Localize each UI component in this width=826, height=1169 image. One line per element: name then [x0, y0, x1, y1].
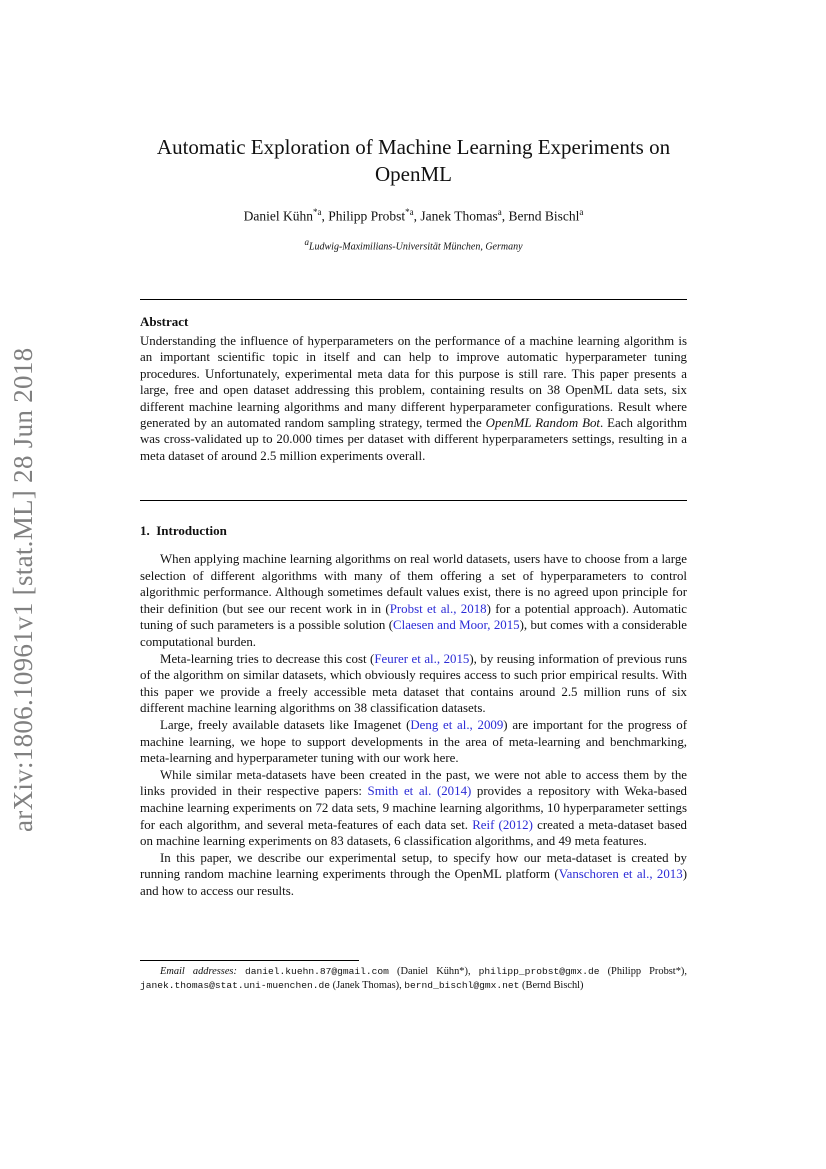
text: ), but comes with a considerable computational burden. [140, 618, 688, 649]
abstract-text: Understanding the influence of hyperparameters on the performance of a machine learning algorithm is an important scientific topic in itself and can help to improve automatic hyperparameter tuning procedures. Unfortunately, experimental meta data for this purpose is still rare. This paper presents a large, free and open dataset addressing this problem, containing results on 38 OpenML data sets, six different machine learning algorithms and many different hyperparameter configurations. Result where generated by an automated random sampling strategy, termed the [140, 334, 687, 431]
text: When applying machine learning algorithms on real world datasets, users have to choose from a large selection of different algorithms with many of them offering a set of hyperparameters to control algorithmic performance. Although sometimes default values exist, there is no agreed upon principle for their definition (but see our recent work in in ( [140, 552, 687, 616]
footnote: Email addresses: daniel.kuehn.87@gmail.com (Daniel Kühn*), philipp_probst@gmx.de (Philipp Probst*), janek.thomas@stat.uni-muenchen.de (Janek Thomas), bernd_bischl@gmx.net (Bernd Bischl) [140, 966, 687, 991]
text: provides a repository with Weka-based machine learning experiments on 72 data sets, 9 machine learning algorithms, 10 hyperparameter settings for each algorithm, and several meta-features of each data set. [140, 784, 687, 832]
email-owner: (Philipp Probst*) [607, 966, 685, 977]
author-name: Janek Thomas [420, 208, 498, 224]
text: ) for a potential approach). Automatic tuning of such parameters is a possible solution ( [140, 601, 688, 633]
email-owner: (Daniel Kühn*) [397, 966, 468, 977]
text: In this paper, we describe our experimental setup, to specify how our meta-dataset is created by running random machine learning experiments through the OpenML platform ( [140, 850, 687, 882]
text: ) and how to access our results. [140, 867, 687, 898]
introduction-body [140, 551, 687, 899]
abstract-body [140, 333, 687, 464]
section-heading [140, 523, 227, 539]
text: Large, freely available datasets like Imagenet ( [160, 717, 411, 732]
paragraph [140, 651, 687, 717]
paper-title: Automatic Exploration of Machine Learning Experiments on OpenML [156, 135, 671, 186]
paragraph [140, 767, 687, 850]
author-name: Philipp Probst [328, 208, 406, 224]
citation-link[interactable]: Probst et al., 2018 [389, 601, 487, 616]
abstract-heading: Abstract [140, 314, 189, 329]
abstract-emphasis: OpenML Random Bot [485, 416, 601, 431]
paragraph [140, 551, 687, 651]
citation-link[interactable]: Deng et al., 2009 [410, 717, 504, 732]
affiliation-mark: a [304, 237, 309, 247]
text: While similar meta-datasets have been created in the past, we were not able to access them by the links provided in their respective papers: [140, 767, 687, 799]
email-link[interactable]: philipp_probst@gmx.de [478, 966, 600, 977]
paragraph [140, 717, 687, 767]
citation-link[interactable]: Feurer et al., 2015 [374, 651, 470, 666]
author-mark: a [579, 207, 584, 217]
footnote-label: Email addresses: [160, 966, 237, 977]
citation-link[interactable]: Vanschoren et al., 2013 [558, 867, 683, 882]
email-link[interactable]: bernd_bischl@gmx.net [404, 980, 520, 991]
section-number: 1. [140, 523, 150, 538]
email-link[interactable]: janek.thomas@stat.uni-muenchen.de [140, 980, 330, 991]
author-list: Daniel Kühn$^{*a}$, Philipp Probst$^{*a}$, Janek Thomas$^a$, Bernd Bischl$^a$ [243, 207, 584, 224]
abstract-bottom-rule [140, 500, 687, 501]
footnote-rule [140, 960, 359, 961]
affiliation-text: Ludwig-Maximilians-Universität München, Germany [308, 241, 523, 253]
abstract-top-rule [140, 299, 687, 300]
author-mark: *a [312, 207, 322, 217]
affiliation [140, 237, 687, 252]
section-title: Introduction [156, 523, 227, 538]
paragraph [140, 850, 687, 900]
citation-link[interactable]: Reif (2012) [472, 817, 533, 832]
author-mark: a [497, 207, 502, 217]
author-mark: *a [405, 207, 414, 217]
citation-link[interactable]: Smith et al. (2014) [367, 784, 472, 799]
email-owner: (Janek Thomas) [332, 980, 400, 991]
citation-link[interactable]: Claesen and Moor, 2015 [393, 618, 520, 633]
email-link[interactable]: daniel.kuehn.87@gmail.com [245, 966, 389, 977]
text: created a meta-dataset based on machine learning experiments on 83 datasets, 6 classification algorithms, and 49 meta features. [140, 817, 687, 849]
abstract-text: . Each algorithm was cross-validated up to 20.000 times per dataset with different hyperparameters settings, resulting in a meta dataset of around 2.5 million experiments overall. [140, 416, 687, 463]
author-name: Bernd Bischl [508, 208, 580, 224]
text: ), by reusing information of previous runs of the algorithm on similar datasets, which obviously requires access to such prior empirical results. With this paper we provide a freely accessible meta dataset that contains around 2.5 million runs of six different machine learning algorithms on 38 classification datasets. [140, 651, 687, 716]
text: ) are important for the progress of machine learning, we hope to support developments in the area of meta-learning and benchmarking, meta-learning and hyperparameter tuning with our work here. [140, 717, 687, 766]
email-owner: (Bernd Bischl) [522, 980, 584, 991]
text: Meta-learning tries to decrease this cost ( [160, 651, 375, 666]
arxiv-stamp: arXiv:1806.10961v1 [stat.ML] 28 Jun 2018 [8, 347, 38, 833]
author-name: Daniel Kühn [243, 208, 313, 224]
